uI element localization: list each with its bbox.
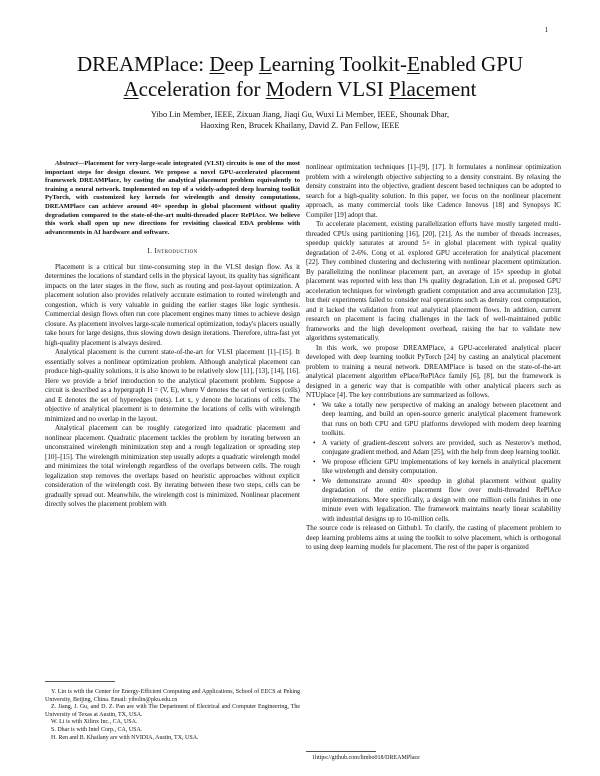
left-column [45, 160, 300, 510]
authors-line-1: Yibo Lin Member, IEEE, Zixuan Jiang, Jiaqi Gu, Wuxi Li Member, IEEE, Shounak Dhar, [150, 110, 450, 119]
paper-title [40, 52, 560, 102]
right-column [306, 163, 561, 553]
title-segment: E [406, 52, 420, 76]
list-item: • We take a totally new perspective of making an analogy between placement and deep learning, and build an open-source generic analytical placement framework that runs on both CPU and GPU platforms developed with modern deep learning toolkits. [322, 401, 561, 439]
page-number: 1 [544, 26, 548, 34]
abstract-lead: Abstract [55, 160, 78, 167]
footnote-rule [306, 751, 376, 752]
title-segment: cceleration for [138, 77, 266, 101]
author-footnotes [45, 689, 300, 742]
author-list [60, 109, 540, 131]
title-segment: D [209, 52, 225, 76]
list-item: • We propose efficient GPU implementations of key kernels in analytical placement like wirelength and density computation. [322, 458, 561, 477]
footnote-rule [45, 681, 115, 682]
paragraph: Analytical placement can be roughly categorized into quadratic placement and nonlinear placement. Quadratic placement tackles the problem by iterating between an unconstrained wirelength minimization step and a rough legalization or spreading step [10]–[15]. The wirelength minimization step usually adopts a quadratic wirelength model and minimizes the total wirelength regardless of the overlaps between cells. The rough legalization step removes the overlaps based on heuristic approaches without explicit consideration of the wirelength cost. By iterating between these two steps, cells can be gradually spread out. Meanwhile, the wirelength cost is minimized. Nonlinear placement directly solves the placement problem with [45, 424, 300, 509]
paragraph: nonlinear optimization techniques [1]–[9], [17]. It formulates a nonlinear optimization problem with a wirelength objective subjecting to a density constraint. By relaxing the density constraint into the objective, gradient descent based techniques can be adopted to search for a high-quality solution. In this paper, we focus on the nonlinear placement approach, as many commercial tools like Cadence Innovus [18] and Synopsys IC Compiler [19] adopt that. [306, 163, 561, 219]
paragraph: Placement is a critical but time-consuming step in the VLSI design flow. As it determines the locations of standard cells in the physical layout, its quality has significant impacts on the later stages in the flow, such as routing and post-layout optimization. A placement solution also provides relatively accurate estimation to routed wirelength and congestion, which is very valuable in guiding the earlier stages like logic synthesis. Commercial design flows often run core placement engines many times to achieve design closure. As placement involves large-scale numerical optimization, today's placers usually take hours for large designs, thus slowing down design iterations. Therefore, ultra-fast yet high-quality placement is always desired. [45, 262, 300, 347]
paragraph: To accelerate placement, existing parallelization efforts have mostly targeted multi-threaded CPUs using partitioning [16], [20], [21]. As the number of threads increases, speedup quickly saturates at around 5× in global placement with typical quality degradation of 2-6%. Cong et al. explored GPU acceleration for analytical placement [22]. They combined clustering and declustering with nonlinear placement optimization. By parallelizing the nonlinear placement part, an average of 15× speedup in global placement was reported with less than 1% quality degradation. Lin et al. proposed GPU acceleration techniques for wirelength gradient computation and area accumulation [23], but their experiments failed to consider real operations such as density cost computation, and it lacked the validation from real analytical placement flows. In addition, current research on placement is facing challenges in the lack of well-maintained public frameworks and the high development overhead, raising the bar to validate new algorithms systematically. [306, 220, 561, 342]
footnote: Y. Lin is with the Center for Energy-Efficient Computing and Applications, School of EECS at Peking University, Beijing, China. Email: yibolin@pku.edu.cn [45, 689, 300, 703]
title-line-2 [40, 77, 560, 102]
paragraph: In this work, we propose DREAMPlace, a GPU-accelerated analytical placer developed with deep learning toolkit PyTorch [24] by casting an analytical placement problem to training a neural network. DREAMPlace is based on the state-of-the-art analytical placement algorithm ePlace/RePlAce family [6], [8], but the framework is designed in a generic way that is compatible with other analytical placers such as NTUplace [4]. The key contributions are summarized as follows. [306, 343, 561, 399]
title-segment: A [123, 77, 139, 101]
abstract-text: —Placement for very-large-scale integrated (VLSI) circuits is one of the most important steps for design closure. We propose a novel GPU-accelerated placement framework DREAMPlace, by casting the analytical placement problem equivalently to training a neural network. Implemented on top of a widely-adopted deep learning toolkit PyTorch, with customized key kernels for wirelength and density computations, DREAMPlace can achieve around 40× speedup in global placement without quality degradation compared to the state-of-the-art multi-threaded placer RePlAce. We believe this work shall open up new directions for revisiting classical EDA problems with advancements in AI hardware and software. [45, 160, 300, 236]
title-segment: earning Toolkit- [271, 52, 407, 76]
footnote: W. Li is with Xilinx Inc., CA, USA. [51, 719, 138, 726]
authors-line-2: Haoxing Ren, Brucek Khailany, David Z. Pan Fellow, IEEE [200, 121, 400, 130]
list-item: • A variety of gradient-descent solvers are provided, such as Nesterov's method, conjugate gradient method, and Adam [25], with the help from deep learning toolkit. [322, 439, 561, 458]
title-line-1 [40, 52, 560, 77]
title-segment: Place [389, 77, 435, 101]
section-heading: I. Introduction [147, 247, 198, 256]
title-segment: odern VLSI [284, 77, 390, 101]
title-segment: ment [434, 77, 477, 101]
title-segment: eep [224, 52, 259, 76]
footnote: S. Dhar is with Intel Corp., CA, USA. [51, 726, 143, 733]
title-segment: nabled GPU [419, 52, 524, 76]
title-segment: L [258, 52, 272, 76]
contribution-list [306, 401, 561, 525]
title-segment: M [265, 77, 285, 101]
footnote: Z. Jiang, J. Gu, and D. Z. Pan are with The Department of Electrical and Computer Engineering, The University of Texas at Austin, TX, USA. [45, 704, 300, 718]
closing-paragraph: The source code is released on Github1. To clarify, the casting of placement problem to deep learning problems aims at using the toolkit to solve placement, which is orthogonal to using deep learning models for placement. The rest of the paper is organized [306, 524, 561, 551]
list-item: • We demonstrate around 40× speedup in global placement without quality degradation of the entire placement flow over multi-threaded RePlAce implementations. More specifically, a design with one million cells finishes in one minute even with legalization. The framework maintains nearly linear scalability with industrial designs up to 10-million cells. [322, 477, 561, 525]
github-link[interactable]: 1https://github.com/limbo018/DREAMPlace [312, 755, 420, 761]
footnote: H. Ren and B. Khailany are with NVIDIA, Austin, TX, USA. [51, 734, 199, 741]
title-segment: DREAMPlace: [76, 52, 210, 76]
abstract [45, 160, 300, 237]
paragraph: Analytical placement is the current state-of-the-art for VLSI placement [1]–[15]. It essentially solves a nonlinear optimization problem. Although analytical placement can produce high-quality solutions, it is also known to be relatively slow [11], [13], [14], [16]. Here we provide a brief introduction to the analytical placement problem. Suppose a circuit is described as a hypergraph H = (V, E), where V denotes the set of vertices (cells) and E denotes the set of hyperedges (nets). Let x, y denote the locations of cells. The objective of analytical placement is to determine the locations of cells with wirelength minimized and no overlap in the layout. [45, 348, 300, 423]
